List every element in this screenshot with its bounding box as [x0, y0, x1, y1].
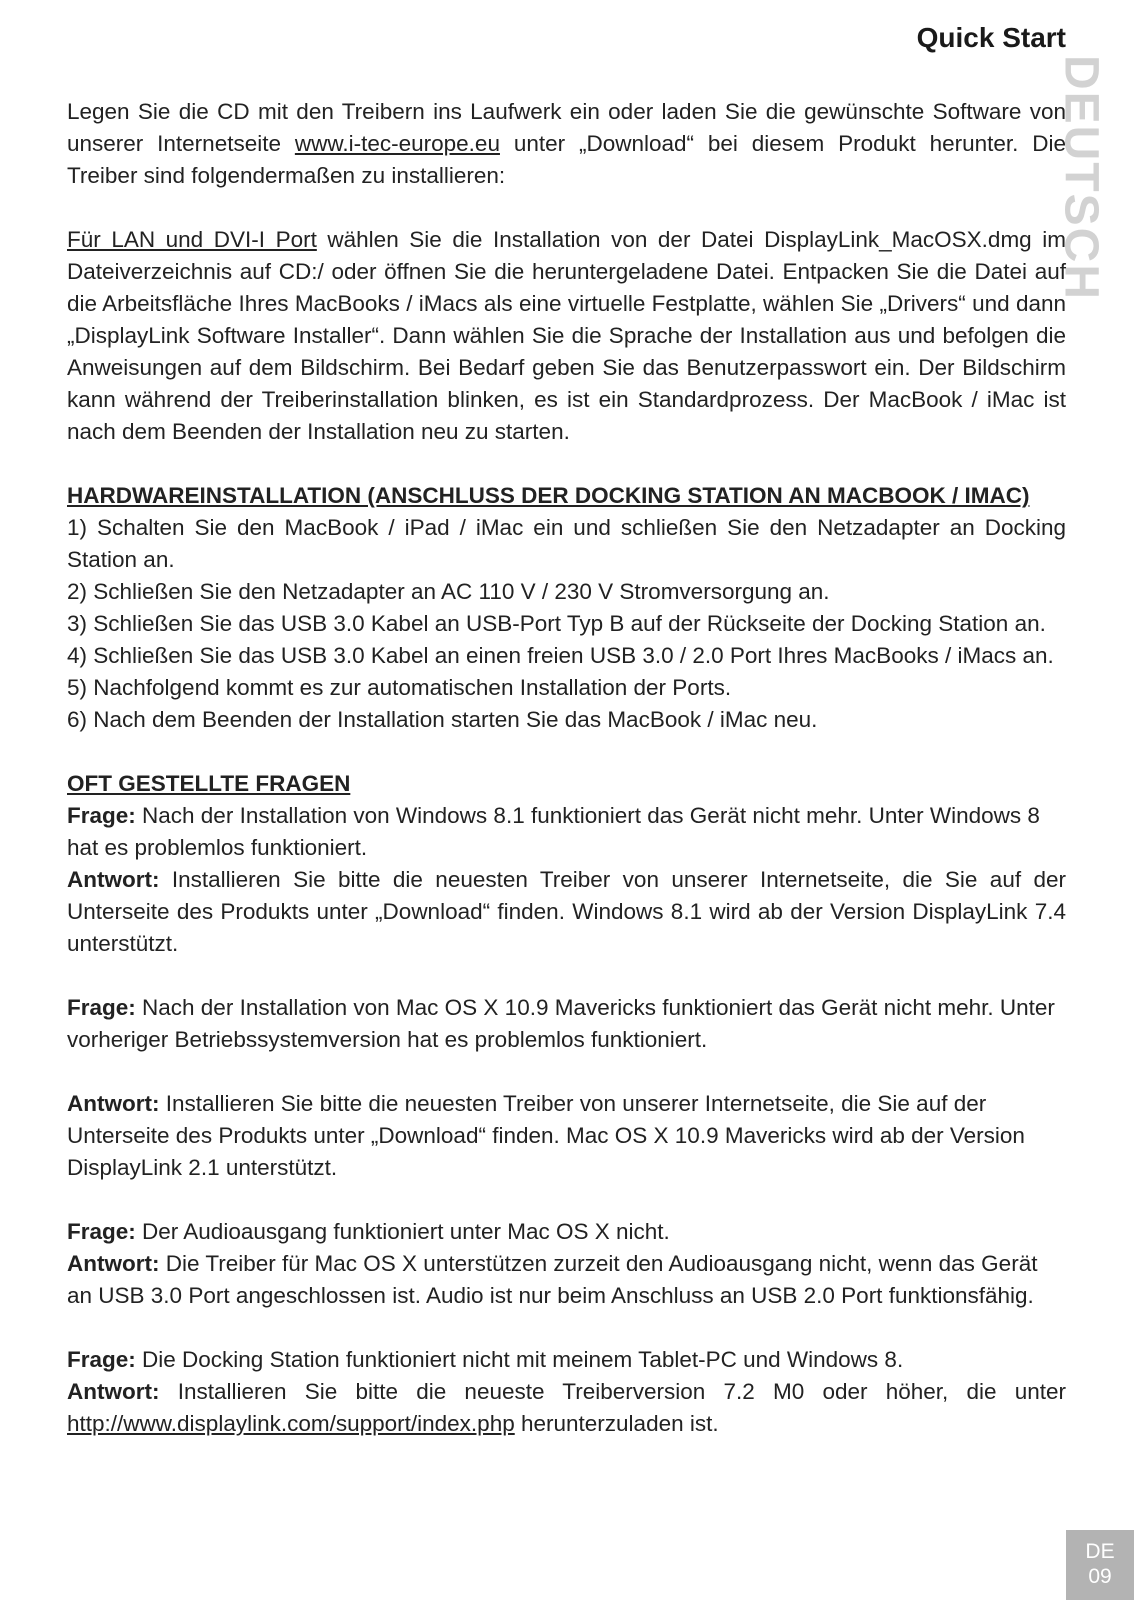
faq-answer [67, 864, 1066, 960]
page-number-badge [1066, 1530, 1134, 1600]
lan-dvi-text: wählen Sie die Installation von der Datei DisplayLink_MacOSX.dmg im Dateiverzeichnis auf CD:/ oder öffnen Sie die heruntergeladene Datei. Entpacken Sie die Datei auf die Arbeitsfläche Ihres MacBooks / iMacs als eine virtuelle Festplatte, wählen Sie „Drivers“ und dann „DisplayLink Software Installer“. Dann wählen Sie die Sprache der Installation aus und befolgen die Anweisungen auf dem Bildschirm. Bei Bedarf geben Sie das Benutzerpasswort ein. Der Bildschirm kann während der Treiberinstallation blinken, es ist ein Standardprozess. Der MacBook / iMac ist nach dem Beenden der Installation neu zu starten. [67, 227, 1066, 444]
answer-text: Installieren Sie bitte die neuesten Treiber von unserer Internetseite, die Sie auf der Unterseite des Produkts unter „Download“ finden. Mac OS X 10.9 Mavericks wird ab der Version DisplayLink 2.1 unterstützt. [67, 1091, 1025, 1180]
faq-question [67, 1344, 1066, 1376]
answer-label: Antwort: [67, 1091, 160, 1116]
answer-label: Antwort: [67, 1379, 160, 1404]
answer-text-end: herunterzuladen ist. [514, 1411, 719, 1436]
language-side-label: DEUTSCH [1054, 54, 1108, 302]
faq-answer [67, 1088, 1066, 1184]
question-label: Frage: [67, 1347, 136, 1372]
answer-text: Installieren Sie bitte die neueste Treiberversion 7.2 M0 oder höher, die unter [159, 1379, 1066, 1404]
step-item: 5) Nachfolgend kommt es zur automatischen Installation der Ports. [67, 675, 732, 700]
question-label: Frage: [67, 995, 136, 1020]
faq-question [67, 992, 1066, 1056]
faq-answer [67, 1376, 1066, 1440]
lan-dvi-label: Für LAN und DVI-I Port [67, 227, 317, 252]
faq-answer [67, 1248, 1066, 1312]
page-language-code: DE [1085, 1540, 1115, 1563]
question-text: Die Docking Station funktioniert nicht mit meinem Tablet-PC und Windows 8. [135, 1347, 904, 1372]
website-link[interactable]: www.i-tec-europe.eu [294, 131, 500, 156]
step-item: 4) Schließen Sie das USB 3.0 Kabel an einen freien USB 3.0 / 2.0 Port Ihres MacBooks / iMacs an. [67, 643, 1054, 668]
question-text: Nach der Installation von Windows 8.1 funktioniert das Gerät nicht mehr. Unter Windows 8 hat es problemlos funktioniert. [67, 803, 1040, 860]
step-item: 6) Nach dem Beenden der Installation starten Sie das MacBook / iMac neu. [67, 707, 818, 732]
question-text: Nach der Installation von Mac OS X 10.9 Mavericks funktioniert das Gerät nicht mehr. Unter vorheriger Betriebssystemversion hat es problemlos funktioniert. [67, 995, 1055, 1052]
intro-text: Legen Sie die CD mit den Treibern ins Laufwerk ein oder laden Sie die gewünschte Software von unserer Internetseite [67, 99, 1066, 156]
answer-label: Antwort: [67, 1251, 160, 1276]
step-item: 1) Schalten Sie den MacBook / iPad / iMac ein und schließen Sie den Netzadapter an Docking Station an. [67, 515, 1066, 572]
question-label: Frage: [67, 803, 136, 828]
answer-label: Antwort: [67, 867, 160, 892]
answer-text: Die Treiber für Mac OS X unterstützen zurzeit den Audioausgang nicht, wenn das Gerät an USB 3.0 Port angeschlossen ist. Audio ist nur beim Anschluss an USB 2.0 Port funktionsfähig. [67, 1251, 1038, 1308]
page-number: 09 [1088, 1565, 1112, 1588]
document-body [67, 96, 1066, 1440]
lan-dvi-paragraph [67, 224, 1066, 448]
question-text: Der Audioausgang funktioniert unter Mac OS X nicht. [135, 1219, 670, 1244]
answer-text: Installieren Sie bitte die neuesten Treiber von unserer Internetseite, die Sie auf der Unterseite des Produkts unter „Download“ finden. Windows 8.1 wird ab der Version DisplayLink 7.4 unterstützt. [67, 867, 1066, 956]
intro-text-end: unter „Download“ bei diesem Produkt herunter. Die Treiber sind folgendermaßen zu installieren: [67, 131, 1067, 188]
displaylink-support-link[interactable]: http://www.displaylink.com/support/index.php [67, 1411, 515, 1436]
page-title: Quick Start [916, 22, 1066, 53]
hardware-heading: HARDWAREINSTALLATION (ANSCHLUSS DER DOCKING STATION AN MACBOOK / IMAC) [67, 483, 1030, 508]
faq-heading: OFT GESTELLTE FRAGEN [67, 771, 351, 796]
step-item: 2) Schließen Sie den Netzadapter an AC 110 V / 230 V Stromversorgung an. [67, 579, 830, 604]
question-label: Frage: [67, 1219, 136, 1244]
faq-question [67, 1216, 1066, 1248]
step-item: 3) Schließen Sie das USB 3.0 Kabel an USB-Port Typ B auf der Rückseite der Docking Station an. [67, 611, 1046, 636]
faq-question [67, 800, 1066, 864]
intro-paragraph [67, 96, 1066, 192]
